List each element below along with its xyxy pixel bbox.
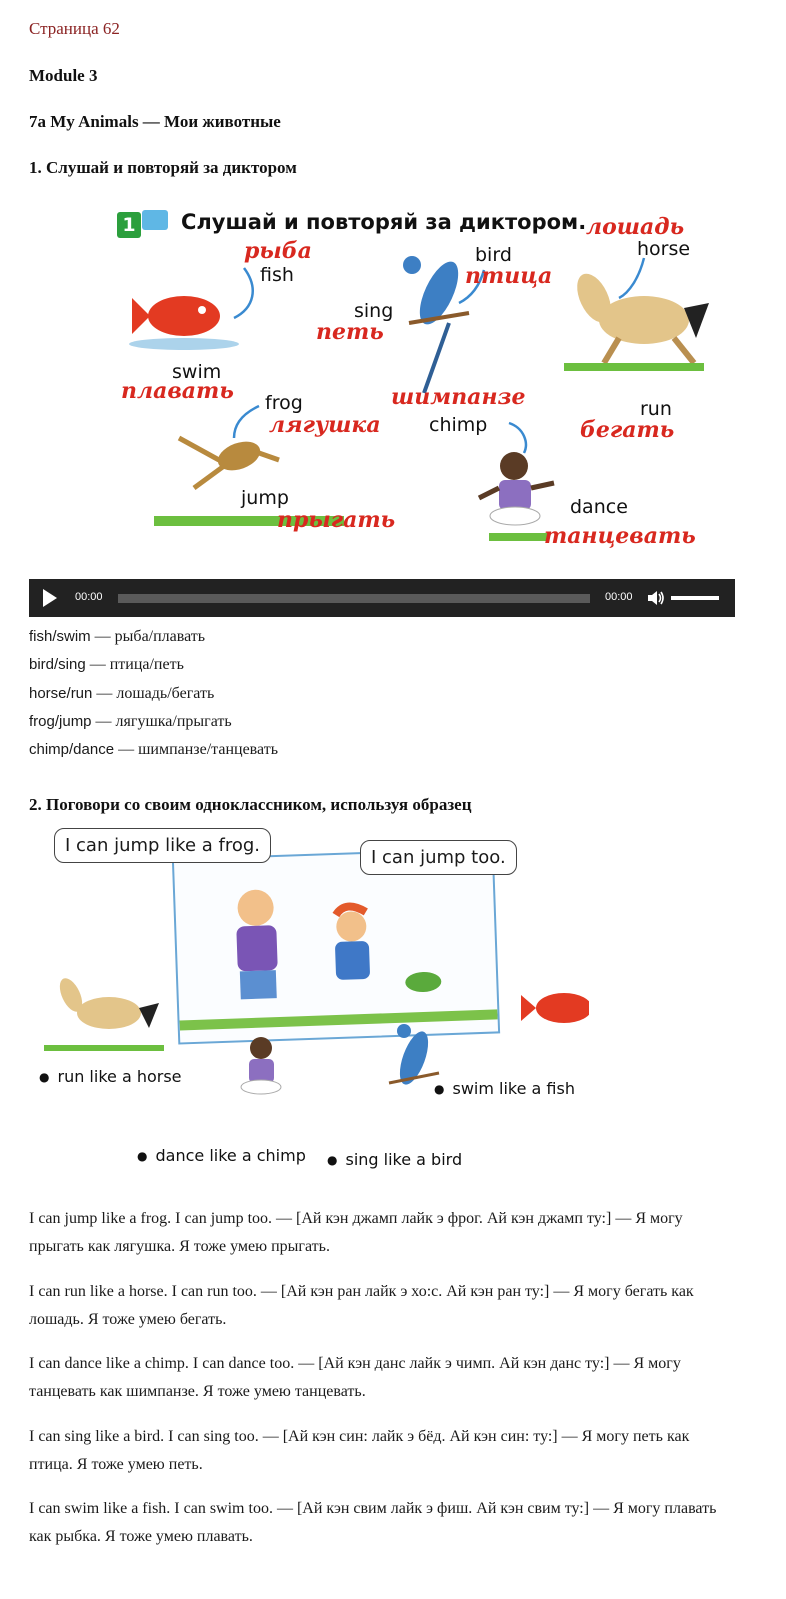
chimp-small-drawing [241, 1037, 281, 1094]
vocab-item: chimp/dance — шимпанзе/танцевать [29, 741, 278, 759]
example-paragraph: I can dance like a chimp. I can dance too. — [Ай кэн данс лайк э чимп. Ай кэн данс ту:] — Я могу танцевать как шимпанзе. Я тоже умею танцевать. [29, 1355, 681, 1400]
vocab-item: fish/swim — рыба/плавать [29, 628, 206, 645]
label-bird: bird [475, 244, 512, 266]
duration-time: 00:00 [605, 591, 633, 603]
module-heading: Module 3 [29, 66, 98, 85]
bullet-run: ● run like a horse [39, 1067, 182, 1086]
bullet-sing: ● sing like a bird [327, 1150, 462, 1169]
label-run: run [640, 398, 672, 420]
label-dance: dance [570, 496, 628, 518]
volume-slider[interactable] [671, 596, 719, 600]
label-plavat: плавать [121, 378, 234, 404]
fish-small-drawing [521, 993, 589, 1023]
fish-drawing [129, 296, 239, 350]
label-horse: horse [637, 238, 691, 260]
exercise2-heading: 2. Поговори со своим одноклассником, используя образец [29, 795, 472, 814]
speech-bubble-2: I can jump too. [360, 840, 517, 875]
bullet-dance: ● dance like a chimp [137, 1146, 306, 1165]
page-link[interactable]: Страница 62 [29, 19, 120, 38]
bird-small-drawing [389, 1024, 439, 1088]
label-sing: sing [354, 300, 394, 322]
vocab-item: bird/sing — птица/петь [29, 656, 184, 674]
label-tantsevat: танцевать [544, 523, 696, 549]
horse-drawing [564, 269, 709, 371]
exercise1-heading: 1. Слушай и повторяй за диктором [29, 158, 297, 177]
label-pet: петь [316, 319, 384, 345]
bird-drawing [403, 256, 469, 393]
label-loshad: лошадь [586, 214, 685, 240]
volume-icon[interactable] [646, 589, 666, 607]
label-chimp: chimp [429, 414, 488, 436]
exercise-number-badge: 1 [117, 212, 141, 238]
vocab-item: horse/run — лошадь/бегать [29, 684, 215, 702]
label-ryba: рыба [244, 238, 312, 264]
vocab-list [29, 623, 278, 764]
label-fish: fish [260, 264, 294, 286]
current-time: 00:00 [75, 591, 103, 603]
example-paragraph: I can swim like a fish. I can swim too. — [Ай кэн свим лайк э фиш. Ай кэн свим ту:] — Я могу плавать как рыбка. Я тоже умею плавать. [29, 1500, 717, 1545]
exercise1-illustration [84, 198, 724, 568]
example-paragraph: I can run like a horse. I can run too. — [Ай кэн ран лайк э хо:с. Ай кэн ран ту:] — Я могу бегать как лошадь. Я тоже умею бегать. [29, 1283, 694, 1328]
progress-track[interactable] [118, 594, 590, 603]
label-jump: jump [241, 487, 289, 509]
label-ptitsa: птица [465, 263, 553, 289]
chimp-drawing [479, 452, 554, 541]
label-begat: бегать [580, 417, 675, 443]
example-paragraph: I can jump like a frog. I can jump too. — [Ай кэн джамп лайк э фрог. Ай кэн джамп ту:] — Я могу прыгать как лягушка. Я тоже умею прыгать. [29, 1210, 683, 1255]
exercise2-illustration [29, 823, 589, 1178]
bullet-swim: ● swim like a fish [434, 1079, 575, 1098]
speech-bubble-1: I can jump like a frog. [54, 828, 271, 863]
label-swim: swim [172, 361, 222, 383]
audio-player [29, 579, 735, 617]
horse-small-drawing [44, 975, 164, 1051]
label-lyagushka: лягушка [269, 412, 381, 438]
play-icon[interactable] [43, 589, 57, 607]
vocab-item: frog/jump — лягушка/прыгать [29, 712, 232, 730]
label-frog: frog [265, 392, 303, 414]
label-shimpanze: шимпанзе [391, 384, 526, 410]
label-prygat: прыгать [277, 507, 396, 533]
lesson-title: 7a My Animals — Мои животные [29, 112, 281, 131]
illustration-instruction: Слушай и повторяй за диктором. [181, 210, 587, 234]
example-paragraph: I can sing like a bird. I can sing too. — [Ай кэн син: лайк э бёд. Ай кэн син: ту:] — Я могу петь как птица. Я тоже умею петь. [29, 1428, 690, 1473]
